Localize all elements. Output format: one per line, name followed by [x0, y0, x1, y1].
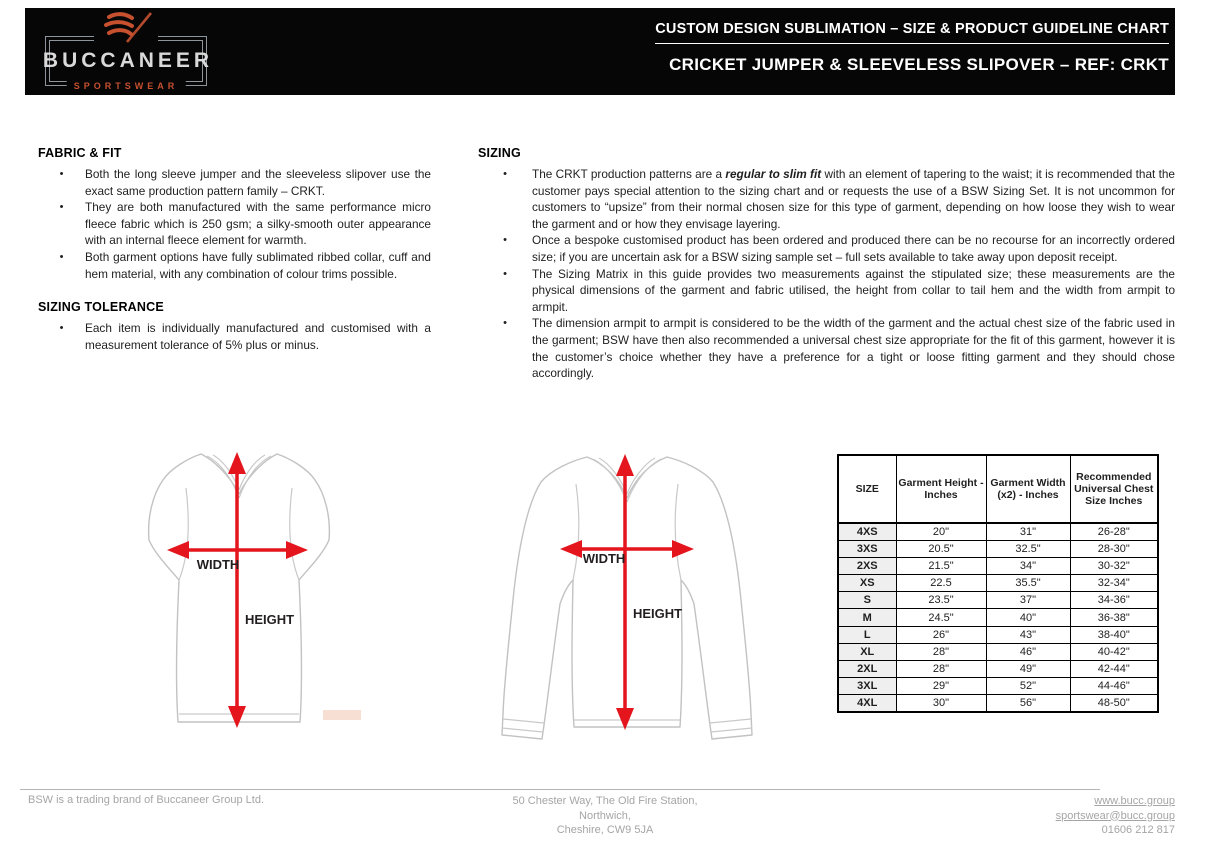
footer-divider	[20, 789, 1100, 790]
sizing-heading: SIZING	[478, 146, 521, 160]
height-label: HEIGHT	[633, 606, 683, 621]
measurement-cell: 28-30"	[1070, 540, 1158, 557]
measurement-cell: 24.5"	[896, 609, 986, 626]
column-header: Recommended Universal Chest Size Inches	[1070, 455, 1158, 523]
measurement-cell: 40"	[986, 609, 1070, 626]
measurement-cell: 26"	[896, 626, 986, 643]
logo-subtext: SPORTSWEAR	[67, 81, 186, 91]
slipover-outline	[149, 454, 330, 722]
measurement-cell: 30"	[896, 695, 986, 712]
measurement-cell: 40-42"	[1070, 643, 1158, 660]
table-row	[838, 678, 1158, 695]
measurement-cell: 46"	[986, 643, 1070, 660]
fabric-fit-bullet	[38, 249, 431, 282]
document-title-line2: CRICKET JUMPER & SLEEVELESS SLIPOVER – REF: CRKT	[669, 55, 1169, 74]
size-cell: 3XL	[838, 678, 896, 695]
measurement-cell: 49"	[986, 661, 1070, 678]
sizing-bullet	[478, 232, 1175, 265]
column-header: Garment Width (x2) - Inches	[986, 455, 1070, 523]
footer-address-line: Cheshire, CW9 5JA	[556, 824, 654, 836]
header-banner	[25, 8, 1175, 95]
bullet-text: The dimension armpit to armpit is considered to be the width of the garment and the actual chest size of the fabric used in the garment; BSW have then also recommended a universal chest size appropriate for the fit of this garment, however it is the customer’s choice whether they have a preference for a tight or loose fitting garment and they should chose accordingly.	[532, 316, 1175, 381]
measurement-cell: 34-36"	[1070, 592, 1158, 609]
measurement-cell: 21.5"	[896, 557, 986, 574]
column-header: Garment Height - Inches	[896, 455, 986, 523]
measurement-cell: 32.5"	[986, 540, 1070, 557]
sizing-bullet	[478, 315, 1175, 381]
size-cell: L	[838, 626, 896, 643]
sizing-bullet	[478, 266, 1175, 316]
table-row	[838, 523, 1158, 540]
sizing-tolerance-bullet	[38, 320, 431, 353]
left-column	[38, 146, 431, 353]
measurement-cell: 35.5"	[986, 575, 1070, 592]
footer-address	[400, 794, 810, 838]
size-cell: 3XS	[838, 540, 896, 557]
fabric-fit-bullet	[38, 166, 431, 199]
table-row	[838, 609, 1158, 626]
measurement-cell: 20"	[896, 523, 986, 540]
table-row	[838, 626, 1158, 643]
sizing-table	[837, 454, 1159, 713]
bullet-marker: •	[59, 250, 64, 263]
measurement-cell: 26-28"	[1070, 523, 1158, 540]
table-row	[838, 592, 1158, 609]
measurement-cell: 52"	[986, 678, 1070, 695]
phone-number: 01606 212 817	[1101, 824, 1175, 836]
measurement-cell: 43"	[986, 626, 1070, 643]
document-title-line1: CUSTOM DESIGN SUBLIMATION – SIZE & PRODUCT GUIDELINE CHART	[655, 21, 1169, 37]
size-cell: XL	[838, 643, 896, 660]
width-label: WIDTH	[582, 551, 626, 566]
measurement-cell: 38-40"	[1070, 626, 1158, 643]
bullet-text: Each item is individually manufactured and customised with a measurement tolerance of 5% plus or minus.	[85, 321, 431, 352]
table-row	[838, 661, 1158, 678]
column-header: SIZE	[838, 455, 896, 523]
website-link[interactable]: www.bucc.group	[1094, 795, 1175, 807]
bullet-marker: •	[503, 267, 507, 280]
bullet-marker: •	[503, 234, 507, 247]
table-row	[838, 575, 1158, 592]
measurement-cell: 34"	[986, 557, 1070, 574]
bullet-text-segment: with an element of tapering to the waist; it is recommended that the customer pays special attention to the sizing chart and or requests the use of a BSW Sizing Set. It is not uncommon for customers to “upsize” from their normal chosen size for this type of garment, depending on how loose they wish to wear the garment and or how they envisage layering.	[532, 167, 1175, 231]
size-cell: 4XS	[838, 523, 896, 540]
size-cell: 2XS	[838, 557, 896, 574]
bullet-text: The Sizing Matrix in this guide provides two measurements against the stipulated size; these measurements are the physical dimensions of the garment and fabric utilised, the height from collar to tail hem and the width from armpit to armpit.	[532, 266, 1175, 314]
measurement-cell: 56"	[986, 695, 1070, 712]
measurement-cell: 36-38"	[1070, 609, 1158, 626]
size-cell: XS	[838, 575, 896, 592]
footer-contact	[1056, 794, 1175, 838]
buccaneer-logo	[42, 8, 214, 95]
measurement-cell: 44-46"	[1070, 678, 1158, 695]
measurement-cell: 23.5"	[896, 592, 986, 609]
email-link[interactable]: sportswear@bucc.group	[1055, 809, 1175, 822]
size-cell: M	[838, 609, 896, 626]
table-row	[838, 557, 1158, 574]
bullet-text-emphasis: regular to slim fit	[725, 167, 822, 181]
sizing-table-body	[838, 523, 1158, 712]
bullet-text-segment: The CRKT production patterns are a	[532, 167, 726, 181]
footer-address-line: Northwich,	[579, 809, 631, 822]
measurement-cell: 31"	[986, 523, 1070, 540]
bullet-text: Both garment options have fully sublimated ribbed collar, cuff and hem material, with any combination of colour trims possible.	[85, 249, 431, 281]
measurement-cell: 32-34"	[1070, 575, 1158, 592]
bullet-marker: •	[59, 322, 64, 335]
size-cell: 4XL	[838, 695, 896, 712]
footer-address-line: 50 Chester Way, The Old Fire Station,	[512, 795, 698, 807]
table-row	[838, 643, 1158, 660]
measurement-cell: 37"	[986, 592, 1070, 609]
jumper-outline	[502, 457, 752, 739]
logo-brand-text: BUCCANEER	[42, 49, 214, 72]
size-cell: S	[838, 592, 896, 609]
measurement-cell: 48-50"	[1070, 695, 1158, 712]
bullet-marker: •	[503, 168, 507, 180]
flag-icon	[94, 9, 158, 48]
bullet-marker: •	[503, 317, 507, 330]
bullet-text: Both the long sleeve jumper and the sleeveless slipover use the exact same production pattern family – CRKT.	[85, 167, 431, 198]
height-label: HEIGHT	[245, 612, 295, 627]
fabric-fit-bullet	[38, 199, 431, 249]
measurement-cell: 42-44"	[1070, 661, 1158, 678]
size-cell: 2XL	[838, 661, 896, 678]
sizing-tolerance-heading: SIZING TOLERANCE	[38, 300, 164, 315]
bullet-marker: •	[59, 201, 64, 214]
bullet-text	[532, 166, 1175, 232]
measurement-cell: 30-32"	[1070, 557, 1158, 574]
measurement-cell: 22.5	[896, 575, 986, 592]
table-row	[838, 540, 1158, 557]
measurement-cell: 20.5"	[896, 540, 986, 557]
jumper-diagram	[487, 432, 772, 747]
table-row	[838, 695, 1158, 712]
watermark	[323, 710, 361, 720]
width-label: WIDTH	[196, 557, 240, 572]
bullet-marker: •	[59, 168, 64, 180]
measurement-cell: 28"	[896, 643, 986, 660]
sizing-table-head	[838, 455, 1158, 523]
measurement-cell: 29"	[896, 678, 986, 695]
bullet-text: They are both manufactured with the same performance micro fleece fabric which is 250 gsm; a silky-smooth outer appearance with an internal fleece element for warmth.	[85, 200, 431, 248]
sizing-bullet	[478, 166, 1175, 232]
right-column	[478, 146, 1175, 382]
footer-company-note: BSW is a trading brand of Buccaneer Group Ltd.	[28, 794, 265, 806]
fabric-fit-heading: FABRIC & FIT	[38, 146, 122, 160]
slipover-diagram	[125, 432, 375, 747]
bullet-text: Once a bespoke customised product has been ordered and produced there can be no recourse for an incorrectly ordered size; if you are uncertain ask for a BSW sizing sample set – full sets available to take away upon deposit receipt.	[532, 233, 1175, 264]
measurement-cell: 28"	[896, 661, 986, 678]
